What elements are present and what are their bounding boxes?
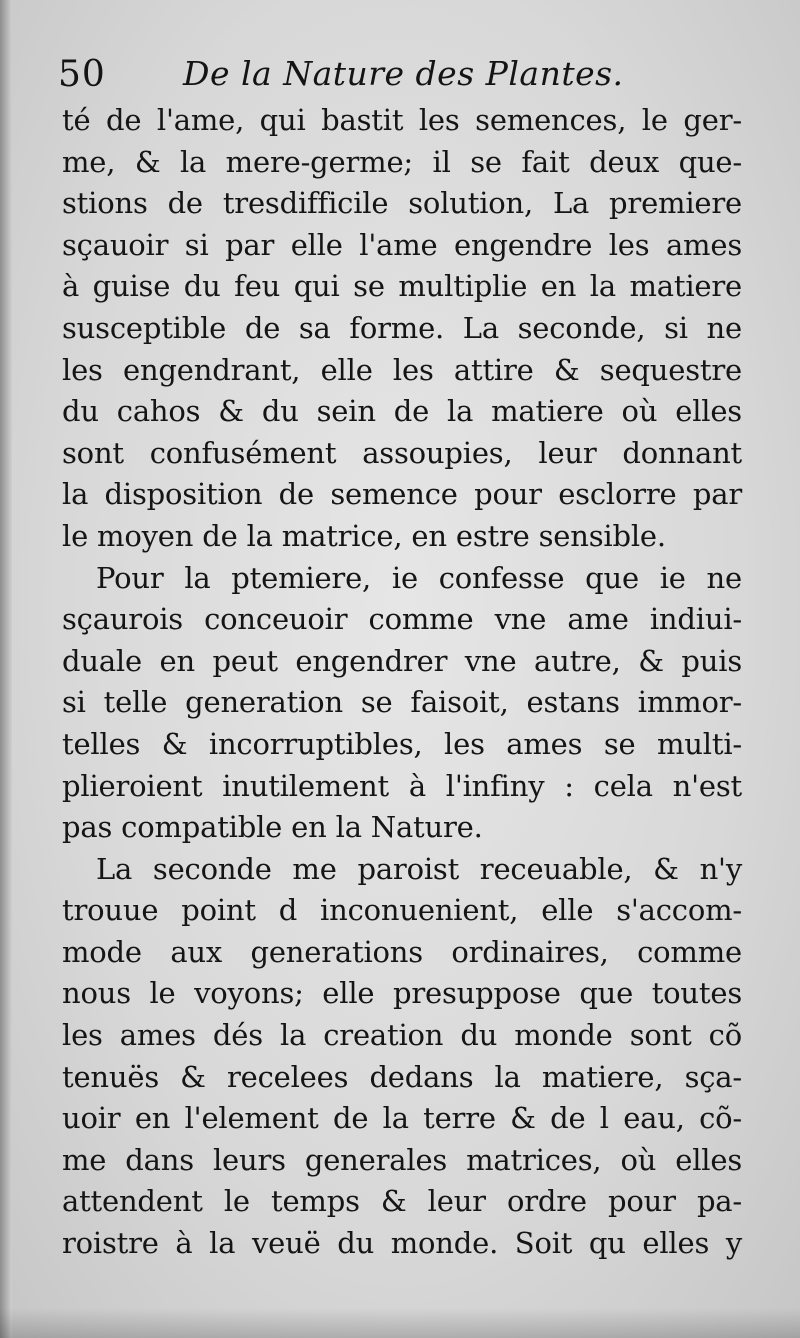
text-line: plieroient inutilement à l'infiny : cela n'est <box>62 768 742 803</box>
text-line: le moyen de la matrice, en estre sensible. <box>62 518 666 553</box>
text-line: té de l'ame, qui bastit les semences, le ger- <box>62 103 742 137</box>
text-line: stions de tresdifficile solution, La premiere <box>62 186 742 221</box>
text-line: sont confusément assoupies, leur donnant <box>62 435 742 470</box>
page-number: 50 <box>58 54 106 95</box>
text-line: La seconde me paroist receuable, & n'y <box>96 851 742 886</box>
text-line: trouue point d inconuenient, elle s'accom- <box>62 893 742 928</box>
text-line: à guise du feu qui se multiplie en la matiere <box>62 269 742 304</box>
text-line: les ames dés la creation du monde sont cõ <box>62 1018 742 1053</box>
body-text <box>62 100 742 1265</box>
page-gutter-shadow <box>0 0 12 1338</box>
text-line: me, & la mere-germe; il se fait deux que- <box>62 144 742 179</box>
text-line: tenuës & recelees dedans la matiere, sça- <box>62 1059 742 1094</box>
text-line: sçaurois conceuoir comme vne ame indiui- <box>62 602 742 637</box>
text-line: duale en peut engendrer vne autre, & puis <box>62 643 742 678</box>
text-line: les engendrant, elle les attire & sequestre <box>62 352 742 387</box>
text-line: me dans leurs generales matrices, où elles <box>62 1142 742 1177</box>
text-line: la disposition de semence pour esclorre par <box>62 477 742 512</box>
page-header <box>58 52 758 100</box>
text-line: sçauoir si par elle l'ame engendre les ames <box>62 227 742 262</box>
running-title: De la Nature des Plantes. <box>183 54 624 93</box>
text-line: pas compatible en la Nature. <box>62 810 483 845</box>
page-bottom-shadow <box>0 1308 800 1338</box>
text-line: susceptible de sa forme. La seconde, si ne <box>62 310 742 345</box>
text-line: roistre à la veuë du monde. Soit qu elles y <box>62 1226 742 1261</box>
text-line: si telle generation se faisoit, estans immor- <box>62 685 742 720</box>
text-line: Pour la ptemiere, ie confesse que ie ne <box>96 560 742 595</box>
text-line: attendent le temps & leur ordre pour pa- <box>62 1184 742 1219</box>
text-line: telles & incorruptibles, les ames se multi- <box>62 726 742 761</box>
text-line: nous le voyons; elle presuppose que toutes <box>62 976 742 1011</box>
text-line: uoir en l'element de la terre & de l eau, cõ- <box>62 1101 742 1136</box>
text-line: du cahos & du sein de la matiere où elles <box>62 394 742 429</box>
text-line: mode aux generations ordinaires, comme <box>62 934 742 969</box>
